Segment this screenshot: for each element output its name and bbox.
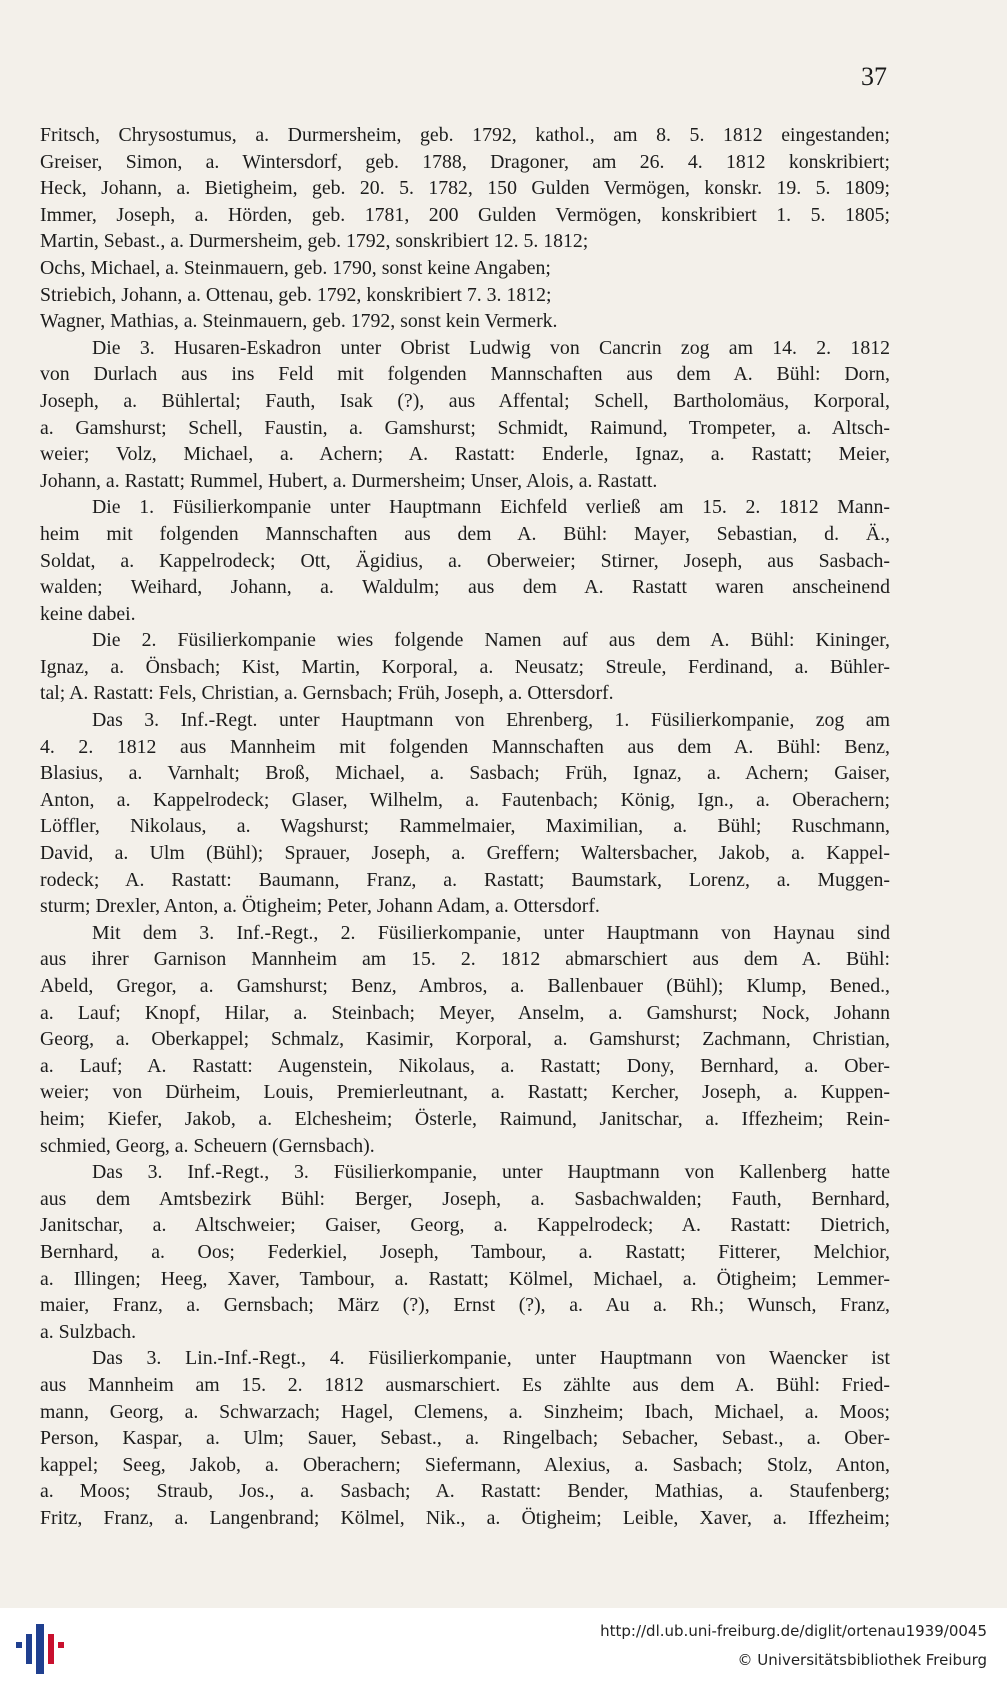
- text-line: Anton, a. Kappelrodeck; Glaser, Wilhelm, a. Fautenbach; König, Ign., a. Oberachern;: [40, 788, 890, 811]
- text-line: a. Gamshurst; Schell, Faustin, a. Gamshurst; Schmidt, Raimund, Trompeter, a. Altsch-: [40, 416, 890, 439]
- text-line: Fritz, Franz, a. Langenbrand; Kölmel, Nik., a. Ötigheim; Leible, Xaver, a. Iffezheim;: [40, 1506, 890, 1529]
- text-line: Georg, a. Oberkappel; Schmalz, Kasimir, Korporal, a. Gamshurst; Zachmann, Christian,: [40, 1028, 890, 1051]
- text-line: kappel; Seeg, Jakob, a. Oberachern; Siefermann, Alexius, a. Sasbach; Stolz, Anton,: [40, 1453, 890, 1476]
- text-line: Das 3. Inf.-Regt. unter Hauptmann von Ehrenberg, 1. Füsilierkompanie, zog am: [92, 709, 890, 732]
- text-line: sturm; Drexler, Anton, a. Ötigheim; Peter, Johann Adam, a. Ottersdorf.: [40, 895, 600, 918]
- text-line: mann, Georg, a. Schwarzach; Hagel, Clemens, a. Sinzheim; Ibach, Michael, a. Moos;: [40, 1400, 890, 1423]
- text-line: weier; Volz, Michael, a. Achern; A. Rastatt: Enderle, Ignaz, a. Rastatt; Meier,: [40, 443, 890, 466]
- text-line: Blasius, a. Varnhalt; Broß, Michael, a. Sasbach; Früh, Ignaz, a. Achern; Gaiser,: [40, 762, 890, 785]
- text-line: aus ihrer Garnison Mannheim am 15. 2. 1812 abmarschiert aus dem A. Bühl:: [40, 948, 890, 971]
- text-line: von Durlach aus ins Feld mit folgenden Mannschaften aus dem A. Bühl: Dorn,: [40, 363, 890, 386]
- text-line: a. Sulzbach.: [40, 1320, 137, 1343]
- text-line: Fritsch, Chrysostumus, a. Durmersheim, geb. 1792, kathol., am 8. 5. 1812 eingestanden;: [40, 124, 890, 146]
- text-line: a. Illingen; Heeg, Xaver, Tambour, a. Rastatt; Kölmel, Michael, a. Ötigheim; Lemmer-: [40, 1267, 890, 1290]
- text-line: Löffler, Nikolaus, a. Wagshurst; Rammelmaier, Maximilian, a. Bühl; Ruschmann,: [40, 815, 890, 838]
- text-line: aus Mannheim am 15. 2. 1812 ausmarschiert. Es zählte aus dem A. Bühl: Fried-: [40, 1373, 890, 1396]
- text-line: Wagner, Mathias, a. Steinmauern, geb. 1792, sonst kein Vermerk.: [40, 310, 558, 333]
- text-line: rodeck; A. Rastatt: Baumann, Franz, a. Rastatt; Baumstark, Lorenz, a. Muggen-: [40, 868, 890, 891]
- text-line: walden; Weihard, Johann, a. Waldulm; aus dem A. Rastatt waren anscheinend: [40, 576, 890, 599]
- library-credit: © Universitätsbibliothek Freiburg: [737, 1651, 987, 1669]
- text-line: weier; von Dürheim, Louis, Premierleutnant, a. Rastatt; Kercher, Joseph, a. Kuppen-: [40, 1081, 890, 1104]
- text-line: Die 2. Füsilierkompanie wies folgende Namen auf aus dem A. Bühl: Kininger,: [92, 629, 890, 652]
- text-line: Janitschar, a. Altschweier; Gaiser, Georg, a. Kappelrodeck; A. Rastatt: Dietrich,: [40, 1214, 890, 1237]
- university-library-logo-icon: [14, 1620, 70, 1674]
- text-line: aus dem Amtsbezirk Bühl: Berger, Joseph, a. Sasbachwalden; Fauth, Bernhard,: [40, 1187, 890, 1210]
- body-text: [40, 122, 890, 1531]
- text-line: Martin, Sebast., a. Durmersheim, geb. 1792, sonskribiert 12. 5. 1812;: [40, 230, 589, 253]
- text-line: Mit dem 3. Inf.-Regt., 2. Füsilierkompanie, unter Hauptmann von Haynau sind: [92, 921, 890, 944]
- text-line: heim mit folgenden Mannschaften aus dem A. Bühl: Mayer, Sebastian, d. Ä.,: [40, 522, 890, 545]
- text-line: Abeld, Gregor, a. Gamshurst; Benz, Ambros, a. Ballenbauer (Bühl); Klump, Bened.,: [40, 975, 890, 997]
- text-line: Ignaz, a. Önsbach; Kist, Martin, Korporal, a. Neusatz; Streule, Ferdinand, a. Bühler-: [40, 655, 890, 678]
- page-number: 37: [861, 62, 887, 91]
- text-line: Striebich, Johann, a. Ottenau, geb. 1792, konskribiert 7. 3. 1812;: [40, 283, 552, 306]
- text-line: a. Lauf; Knopf, Hilar, a. Steinbach; Meyer, Anselm, a. Gamshurst; Nock, Johann: [40, 1001, 890, 1024]
- text-line: Joseph, a. Bühlertal; Fauth, Isak (?), aus Affental; Schell, Bartholomäus, Korporal,: [40, 389, 890, 412]
- text-line: David, a. Ulm (Bühl); Sprauer, Joseph, a. Greffern; Waltersbacher, Jakob, a. Kappel-: [40, 842, 890, 865]
- text-line: Heck, Johann, a. Bietigheim, geb. 20. 5. 1782, 150 Gulden Vermögen, konskr. 19. 5. 1809;: [40, 177, 890, 200]
- text-line: Immer, Joseph, a. Hörden, geb. 1781, 200 Gulden Vermögen, konskribiert 1. 5. 1805;: [40, 203, 890, 226]
- text-line: Die 1. Füsilierkompanie unter Hauptmann Eichfeld verließ am 15. 2. 1812 Mann-: [92, 496, 890, 519]
- text-line: Das 3. Lin.-Inf.-Regt., 4. Füsilierkompanie, unter Hauptmann von Waencker ist: [92, 1347, 890, 1370]
- text-line: Bernhard, a. Oos; Federkiel, Joseph, Tambour, a. Rastatt; Fitterer, Melchior,: [40, 1240, 890, 1263]
- text-line: tal; A. Rastatt: Fels, Christian, a. Gernsbach; Früh, Joseph, a. Ottersdorf.: [40, 682, 614, 705]
- text-line: Ochs, Michael, a. Steinmauern, geb. 1790, sonst keine Angaben;: [40, 256, 551, 279]
- text-line: a. Lauf; A. Rastatt: Augenstein, Nikolaus, a. Rastatt; Dony, Bernhard, a. Ober-: [40, 1054, 890, 1077]
- text-line: 4. 2. 1812 aus Mannheim mit folgenden Mannschaften aus dem A. Bühl: Benz,: [40, 735, 890, 758]
- text-line: Soldat, a. Kappelrodeck; Ott, Ägidius, a. Oberweier; Stirner, Joseph, aus Sasbach-: [40, 549, 890, 572]
- text-line: heim; Kiefer, Jakob, a. Elchesheim; Österle, Raimund, Janitschar, a. Iffezheim; Rein-: [40, 1107, 890, 1130]
- source-url[interactable]: http://dl.ub.uni-freiburg.de/diglit/ortenau1939/0045: [600, 1622, 987, 1640]
- text-line: Die 3. Husaren-Eskadron unter Obrist Ludwig von Cancrin zog am 14. 2. 1812: [92, 336, 890, 359]
- text-line: Person, Kaspar, a. Ulm; Sauer, Sebast., a. Ringelbach; Sebacher, Sebast., a. Ober-: [40, 1427, 890, 1450]
- footer: [0, 1608, 1007, 1681]
- text-line: Das 3. Inf.-Regt., 3. Füsilierkompanie, unter Hauptmann von Kallenberg hatte: [92, 1161, 890, 1184]
- text-line: a. Moos; Straub, Jos., a. Sasbach; A. Rastatt: Bender, Mathias, a. Staufenberg;: [40, 1480, 890, 1503]
- text-line: maier, Franz, a. Gernsbach; März (?), Ernst (?), a. Au a. Rh.; Wunsch, Franz,: [40, 1294, 890, 1317]
- text-line: schmied, Georg, a. Scheuern (Gernsbach).: [40, 1134, 375, 1157]
- text-line: Greiser, Simon, a. Wintersdorf, geb. 1788, Dragoner, am 26. 4. 1812 konskribiert;: [40, 150, 890, 173]
- text-line: Johann, a. Rastatt; Rummel, Hubert, a. Durmersheim; Unser, Alois, a. Rastatt.: [40, 469, 658, 492]
- text-line: keine dabei.: [40, 602, 136, 625]
